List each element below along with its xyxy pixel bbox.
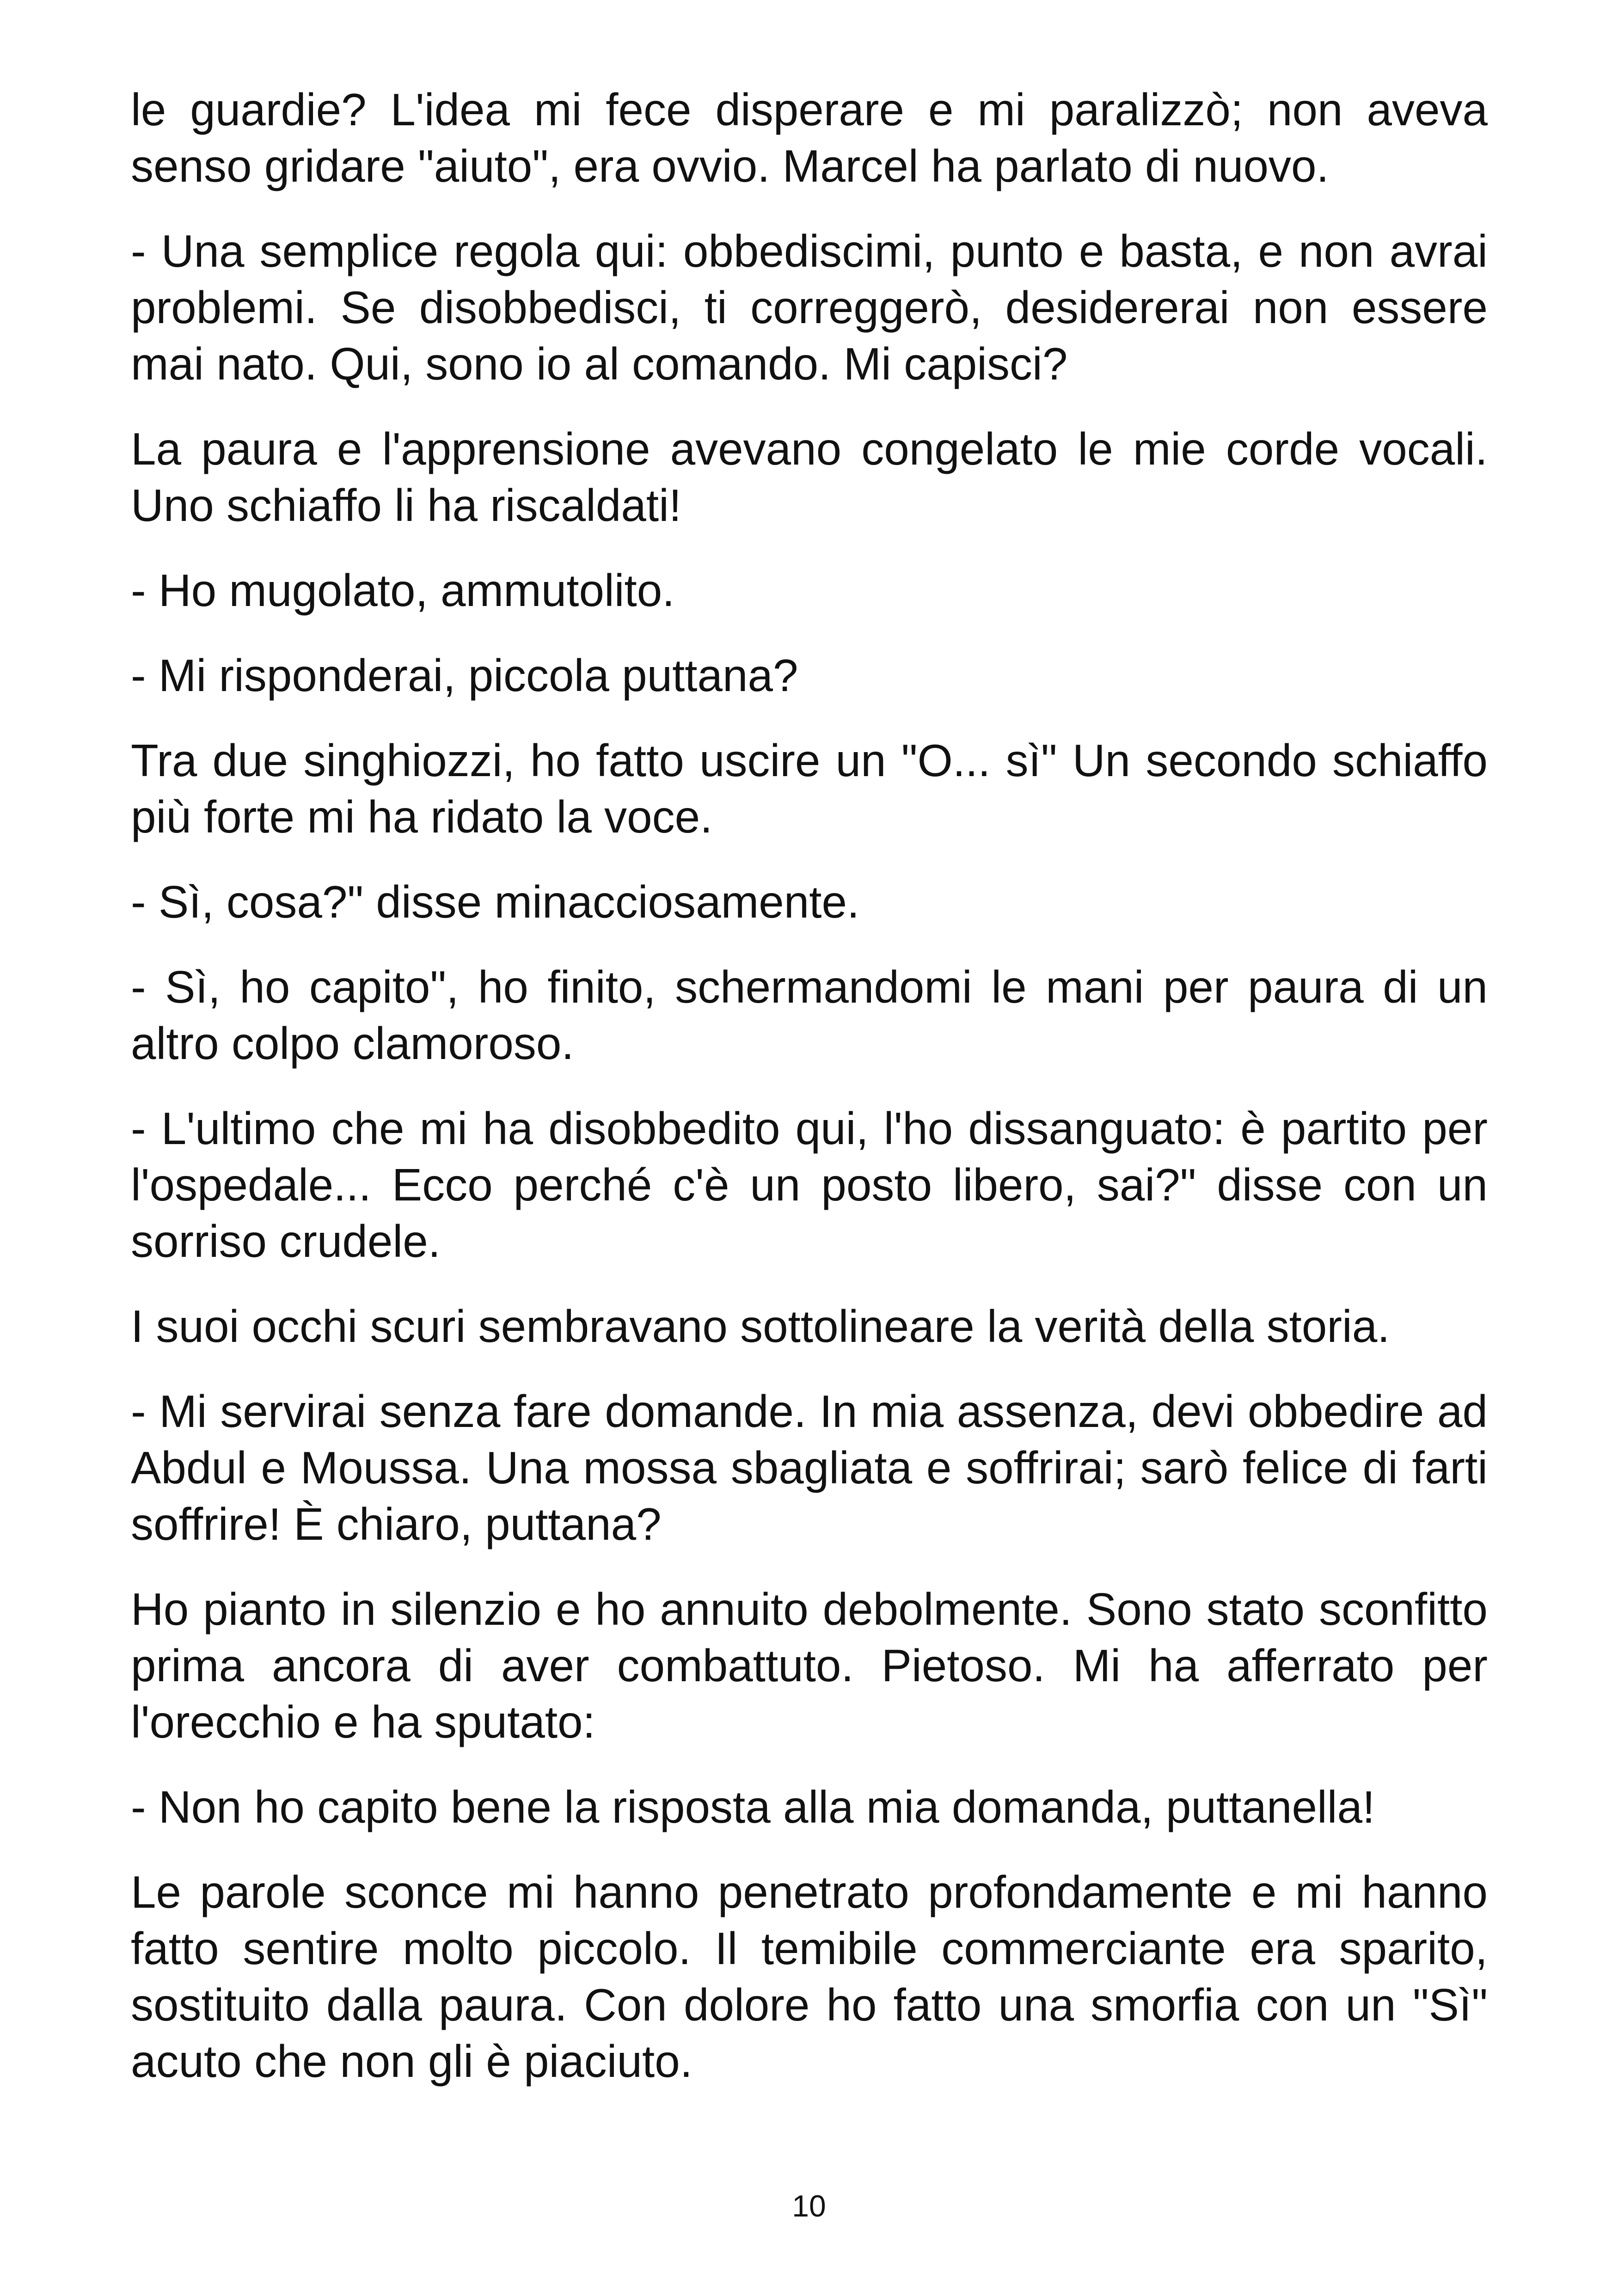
paragraph: - Ho mugolato, ammutolito. — [131, 565, 675, 616]
paragraph: - Sì, ho capito", ho finito, schermandomi le mani per paura di un altro colpo clamoroso. — [131, 961, 1488, 1069]
paragraph: Tra due singhiozzi, ho fatto uscire un "O... sì" Un secondo schiaffo più forte mi ha ridato la voce. — [131, 735, 1488, 842]
paragraph: Ho pianto in silenzio e ho annuito debolmente. Sono stato sconfitto prima ancora di aver combattuto. Pietoso. Mi ha afferrato per l'orecchio e ha sputato: — [131, 1584, 1488, 1747]
paragraph: - Una semplice regola qui: obbediscimi, punto e basta, e non avrai problemi. Se disobbedisci, ti correggerò, desidererai non essere mai nato. Qui, sono io al comando. Mi capisci? — [131, 226, 1488, 389]
page-number: 10 — [792, 2189, 826, 2223]
paragraph: - Non ho capito bene la risposta alla mia domanda, puttanella! — [131, 1782, 1375, 1832]
paragraph: La paura e l'apprensione avevano congelato le mie corde vocali. Uno schiaffo li ha riscaldati! — [131, 423, 1488, 531]
paragraph: - Sì, cosa?" disse minacciosamente. — [131, 876, 860, 927]
paragraph: - L'ultimo che mi ha disobbedito qui, l'ho dissanguato: è partito per l'ospedale... Ecco perché c'è un posto libero, sai?" disse con un sorriso crudele. — [131, 1103, 1488, 1267]
paragraph: - Mi risponderai, piccola puttana? — [131, 650, 798, 701]
paragraph: le guardie? L'idea mi fece disperare e mi paralizzò; non aveva senso gridare "aiuto", era ovvio. Marcel ha parlato di nuovo. — [131, 84, 1488, 191]
paragraph: Le parole sconce mi hanno penetrato profondamente e mi hanno fatto sentire molto piccolo. Il temibile commerciante era sparito, sostituito dalla paura. Con dolore ho fatto una smorfia con un "Sì" acuto che non gli è piaciuto. — [131, 1867, 1488, 2087]
paragraph: I suoi occhi scuri sembravano sottolineare la verità della storia. — [131, 1301, 1390, 1352]
paragraph: - Mi servirai senza fare domande. In mia assenza, devi obbedire ad Abdul e Moussa. Una mossa sbagliata e soffrirai; sarò felice di farti soffrire! È chiaro, puttana? — [131, 1386, 1488, 1549]
body-text — [131, 81, 1488, 2118]
